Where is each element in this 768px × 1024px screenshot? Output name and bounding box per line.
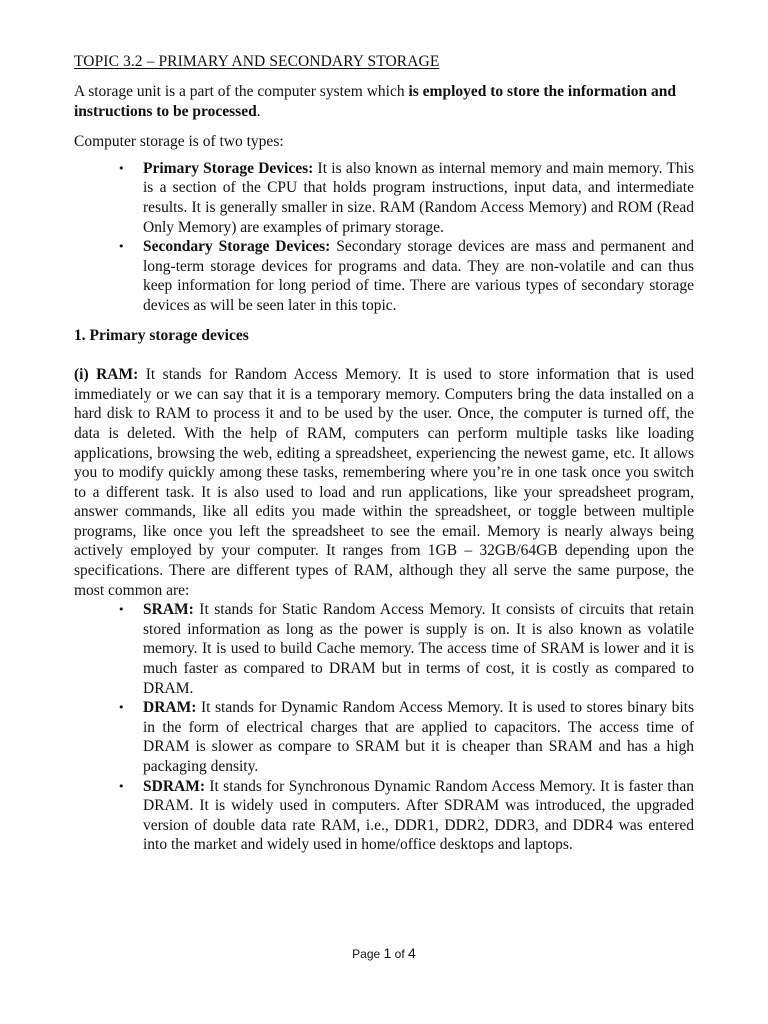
list-item-primary-storage bbox=[74, 159, 694, 237]
sram-term: SRAM: bbox=[143, 601, 194, 619]
list-item-sdram bbox=[74, 777, 694, 855]
sdram-text: It stands for Synchronous Dynamic Random Access Memory. It is faster than DRAM. It is widely used in computers. After SDRAM was introduced, the upgraded version of double data rate RAM, i.e., DDR1, DDR2, DDR3, and DDR4 was entered into the market and widely used in home/office desktops and laptops. bbox=[143, 777, 694, 854]
list-item-dram bbox=[74, 698, 694, 776]
dram-text: It stands for Dynamic Random Access Memory. It is used to stores binary bits in the form of electrical charges that are applied to capacitors. The access time of DRAM is slower as compare to SRAM but it is cheaper than SRAM and has a high packaging density. bbox=[143, 699, 694, 775]
list-item-sram bbox=[74, 600, 694, 698]
secondary-storage-text: Secondary storage devices are mass and permanent and long-term storage devices for programs and data. They are non-volatile and can thus keep information for long period of time. There are various types of secondary storage devices as will be seen later in this topic. bbox=[143, 238, 694, 314]
primary-storage-term: Primary Storage Devices: bbox=[143, 159, 314, 177]
page-title: TOPIC 3.2 – PRIMARY AND SECONDARY STORAGE bbox=[74, 53, 440, 70]
of-label: of bbox=[391, 947, 409, 961]
page-number: 1 bbox=[383, 945, 392, 961]
sdram-term: SDRAM: bbox=[143, 777, 205, 795]
ram-term: (i) RAM: bbox=[74, 366, 139, 384]
intro-paragraph bbox=[74, 82, 694, 121]
secondary-storage-term: Secondary Storage Devices: bbox=[143, 238, 331, 256]
document-body bbox=[74, 82, 694, 855]
intro-bold: is employed to store the information and instructions to be processed bbox=[74, 83, 676, 120]
storage-types-list bbox=[74, 159, 694, 316]
list-item-secondary-storage bbox=[74, 237, 694, 315]
section-heading-text: 1. Primary storage devices bbox=[74, 326, 249, 344]
section-heading bbox=[74, 326, 694, 346]
dram-term: DRAM: bbox=[143, 699, 197, 717]
page-footer bbox=[0, 945, 768, 961]
intro-lead: A storage unit is a part of the computer system which bbox=[74, 83, 409, 100]
sram-text: It stands for Static Random Access Memory. It consists of circuits that retain stored information as long as the power is supply is on. It is also known as volatile memory. It is used to build Cache memory. The access time of SRAM is lower and it is much faster as compared to DRAM but in terms of cost, it is costly as compared to DRAM. bbox=[143, 601, 694, 697]
ram-paragraph bbox=[74, 365, 694, 600]
page-total: 4 bbox=[408, 945, 416, 961]
primary-storage-text: It is also known as internal memory and main memory. This is a section of the CPU that holds program instructions, input data, and intermediate results. It is generally smaller in size. RAM (Random Access Memory) and ROM (Read Only Memory) are examples of primary storage. bbox=[143, 159, 695, 236]
ram-types-list bbox=[74, 600, 694, 855]
intro-tail: . bbox=[256, 102, 261, 120]
ram-text: It stands for Random Access Memory. It is used to store information that is used immediately or we can say that it is a temporary memory. Computers bring the data installed on a hard disk to RAM to process it and to be used by the user. Once, the computer is turned off, the data is deleted. With the help of RAM, computers can perform multiple tasks like loading applications, browsing the web, editing a spreadsheet, experiencing the newest game, etc. It allows you to modify quickly among these tasks, remembering where you’re in one task once you switch to a different task. It is also used to load and run applications, like your spreadsheet program, answer commands, like all edits you made within the spreadsheet, or toggle between multiple programs, like once you left the spreadsheet to see the email. Memory is nearly always being actively employed by your computer. It ranges from 1GB – 32GB/64GB depending upon the specifications. There are different types of RAM, although they all serve the same purpose, the most common are: bbox=[74, 366, 694, 599]
types-line: Computer storage is of two types: bbox=[74, 133, 284, 151]
page-label: Page bbox=[352, 947, 384, 961]
